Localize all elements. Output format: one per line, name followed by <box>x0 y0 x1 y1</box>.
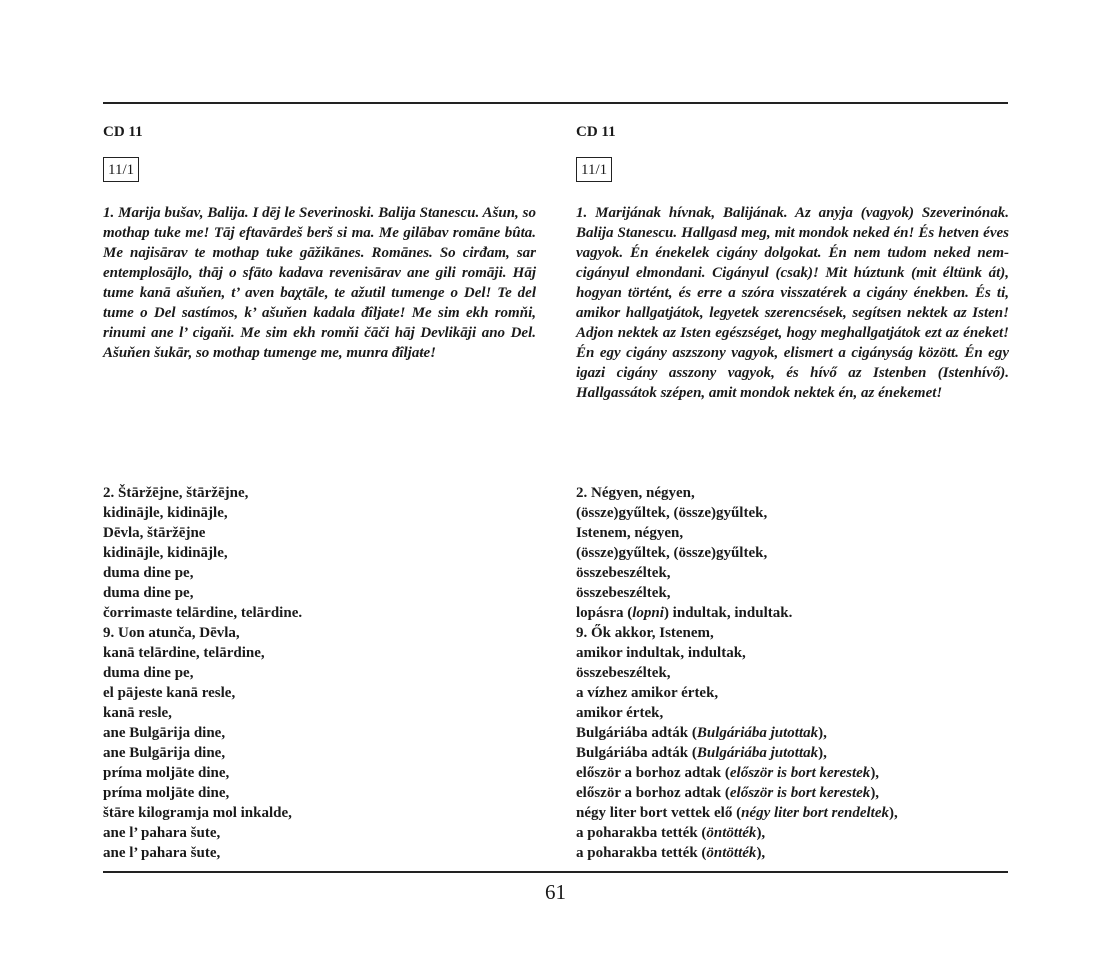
left-verse-line: duma dine pe, <box>103 565 194 581</box>
left-verse-line: ane Bulgārija dine, <box>103 745 226 761</box>
right-cd-label: CD 11 <box>576 124 616 140</box>
left-verse-line: ane l’ pahara šute, <box>103 845 221 861</box>
right-verse-line: először a borhoz adtak (először is bort kerestek), <box>576 765 880 781</box>
top-rule <box>103 102 1008 104</box>
left-intro-paragraph: 1. Marija bušav, Balija. I dēj le Severinoski. Balija Stanescu. Ašun, so mothap tuke me! Tāj eftavārdeš berš si ma. Me gilābav romāne bûta. Me najisārav te mothap tuke gāžikānes. Romānes. So cirđam, sar entemplosājlo, thāj o sfāto kadava revenisārav ane gili romāji. Hāj tume kanā ašuňen, t’ aven baχtāle, te ažutil tumenge o Del! Te del tume o Del sastímos, k’ ašuňen kadala đîljaŧe! Me sim ekh romňi, rinumi ane l’ cigaňi. Me sim ekh romňi čāči hāj Devlikāji ano Del. Ašuňen šukār, so mothap tumenge me, munra đîljaŧe! <box>103 205 536 361</box>
right-verse-line: négy liter bort vettek elő (négy liter bort rendeltek), <box>576 805 898 821</box>
verse-gloss: Bulgáriába jutottak <box>696 725 819 741</box>
verse-gloss: öntötték <box>706 825 757 841</box>
verse-gloss: először is bort kerestek <box>729 785 871 801</box>
right-verse-line: 9. Ők akkor, Istenem, <box>576 625 714 641</box>
left-verse-line: 2. Štāržējne, štāržējne, <box>103 485 249 501</box>
right-verse-line: Bulgáriába adták (Bulgáriába jutottak), <box>576 745 827 761</box>
right-verse-line: 2. Négyen, négyen, <box>576 485 695 501</box>
verse-gloss: Bulgáriába jutottak <box>696 745 819 761</box>
right-verse-list <box>576 483 1009 863</box>
left-verse-line: duma dine pe, <box>103 585 194 601</box>
right-verse-line: Bulgáriába adták (Bulgáriába jutottak), <box>576 725 827 741</box>
left-verse-line: príma moljāte dine, <box>103 785 230 801</box>
left-verse-line: kanā resle, <box>103 705 172 721</box>
right-verse-line: (össze)gyűltek, (össze)gyűltek, <box>576 505 768 521</box>
right-verse-line: összebeszéltek, <box>576 565 671 581</box>
verse-gloss: először is bort kerestek <box>729 765 871 781</box>
left-verse-line: ane Bulgārija dine, <box>103 725 226 741</box>
left-verse-list <box>103 483 536 863</box>
right-verse-line: amikor indultak, indultak, <box>576 645 746 661</box>
page-number: 61 <box>545 880 566 904</box>
left-verse-line: kidinājle, kidinājle, <box>103 505 228 521</box>
right-track-number: 11/1 <box>576 157 612 182</box>
verse-gloss: öntötték <box>706 845 757 861</box>
left-verse-line: kanā telārdine, telārdine, <box>103 645 265 661</box>
left-cd-label: CD 11 <box>103 124 143 140</box>
right-verse-line: összebeszéltek, <box>576 585 671 601</box>
left-verse-line: štāre kilogramja mol inkalde, <box>103 805 292 821</box>
right-intro-paragraph: 1. Marijának hívnak, Balijának. Az anyja (vagyok) Szeverinónak. Balija Stanescu. Hallgasd meg, mit mondok neked én! És hetven éves vagyok. Én énekelek cigány dolgokat. Én nem tudom neked nem-cigányul elmondani. Cigányul (csak)! Mit húztunk (mit éltünk át), hogyan történt, és erre a szóra visszatérek a cigány énekben. És ti, amikor hallgatjátok, legyetek szerencsések, segítsen nektek az Isten! Adjon nektek az Isten egészséget, hogy meghallgatjátok ezt az éneket! Én egy cigány aszszony vagyok, elismert a cigányság között. Én egy igazi cigány asszony vagyok, és hívő az Istenben (Istenhívő). Hallgassátok szépen, amit mondok nektek én, az énekemet! <box>576 205 1009 401</box>
left-track-number: 11/1 <box>103 157 139 182</box>
verse-gloss: lopni <box>632 605 664 621</box>
left-verse-line: duma dine pe, <box>103 665 194 681</box>
left-verse-line: Dēvla, štāržējne <box>103 525 206 541</box>
right-verse-line: először a borhoz adtak (először is bort kerestek), <box>576 785 880 801</box>
right-verse-line: lopásra (lopni) indultak, indultak. <box>576 605 793 621</box>
left-verse-line: 9. Uon atunča, Dēvla, <box>103 625 240 641</box>
left-verse-line: ane l’ pahara šute, <box>103 825 221 841</box>
right-verse-line: a poharakba tették (öntötték), <box>576 825 766 841</box>
right-verse-line: a vízhez amikor értek, <box>576 685 719 701</box>
verse-gloss: négy liter bort rendeltek <box>741 805 889 821</box>
right-verse-line: összebeszéltek, <box>576 665 671 681</box>
bottom-rule <box>103 871 1008 873</box>
right-verse-line: Istenem, négyen, <box>576 525 684 541</box>
left-verse-line: príma moljāte dine, <box>103 765 230 781</box>
right-verse-line: amikor értek, <box>576 705 664 721</box>
right-verse-line: (össze)gyűltek, (össze)gyűltek, <box>576 545 768 561</box>
left-verse-line: čorrimaste telārdine, telārdine. <box>103 605 303 621</box>
right-verse-line: a poharakba tették (öntötték), <box>576 845 766 861</box>
left-verse-line: kidinājle, kidinājle, <box>103 545 228 561</box>
left-verse-line: el pājeste kanā resle, <box>103 685 236 701</box>
